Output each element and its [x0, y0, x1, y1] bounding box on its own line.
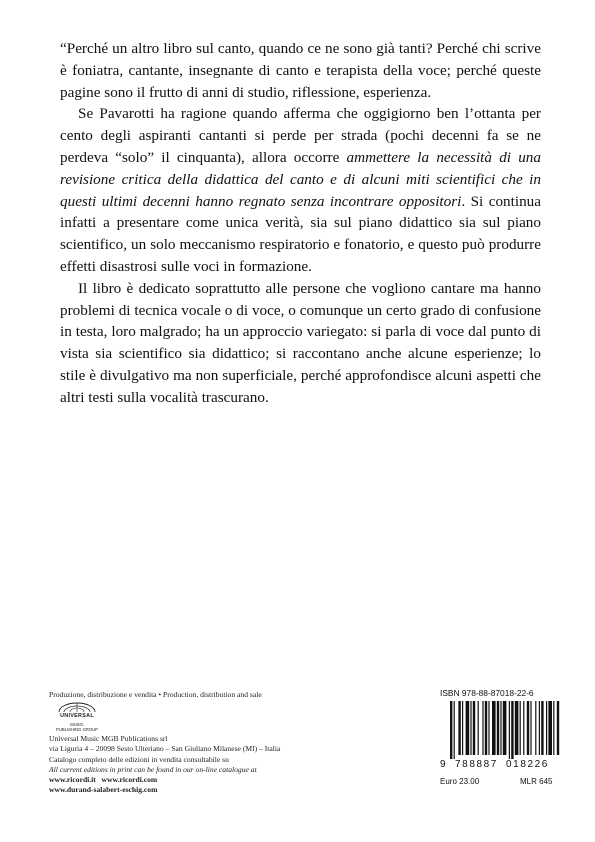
catalogue-note-en: All current editions in print can be found in our on-line catalogue at — [49, 764, 257, 774]
barcode-bar — [527, 701, 529, 755]
catalogue-note-it: Catalogo completo delle edizioni in vendita consultabile su — [49, 754, 229, 764]
website-link-durand[interactable]: www.durand-salabert-eschig.com — [49, 785, 158, 795]
logo-subline-1: MUSIC — [70, 722, 84, 728]
barcode-digit-first: 9 — [440, 759, 446, 770]
barcode-bar — [450, 701, 452, 759]
barcode-bar — [509, 701, 510, 759]
barcode-bar — [500, 701, 501, 755]
barcode-bar — [458, 701, 460, 755]
universal-music-logo — [49, 702, 105, 734]
logo-wordmark: UNIVERSAL — [60, 713, 94, 720]
barcode-bar — [492, 701, 496, 755]
barcode-digits-right: 018226 — [506, 759, 549, 770]
company-address: via Liguria 4 – 20098 Sesto Ulteriano – San Giuliano Milanese (MI) – Italia — [49, 744, 281, 754]
paragraph-3: Il libro è dedicato soprattutto alle persone che vogliono cantare ma hanno problemi di tecnica vocale o di voce, o comunque un certo grado di confusione in testa, loro malgrado; ha un approccio variegato: si parla di voce dal punto di vista sia scientifico sia didattico; si raccontano anche alcune esperienze; lo stile è divulgativo ma non superficiale, perché approfondisce alcuni aspetti che altri testi sulla vocalità trascurano. — [60, 279, 541, 406]
barcode-bar — [485, 701, 487, 755]
barcode-bar — [539, 701, 540, 755]
paragraph-2-italic: ammettere la necessità di una revisione critica della didattica del canto e di alcuni miti scientifici che in questi ultimi decenni hanno regnato senza incontrare oppositori — [60, 148, 541, 210]
barcode-bar — [488, 701, 489, 755]
barcode-bar — [473, 701, 475, 755]
catalogue-code: MLR 645 — [520, 777, 553, 786]
barcode-bar — [478, 701, 479, 755]
barcode-bar — [541, 701, 543, 755]
paragraph-2 — [60, 103, 541, 277]
publisher-info — [49, 690, 379, 795]
isbn-label: ISBN 978-88-87018-22-6 — [440, 688, 534, 698]
website-link-ricordi-it[interactable]: www.ricordi.it — [49, 775, 96, 785]
barcode-bar — [520, 701, 521, 755]
paragraph-2-text-b: . Si continua infatti a presentare come unica verità, sia sul piano didattico sia sul piano scientifico, un solo meccanismo respiratorio e fonatorio, e questo può produrre effetti disastrosi sulle voci in formazione. — [60, 192, 541, 275]
barcode-bar — [470, 701, 471, 755]
website-links — [49, 775, 379, 785]
barcode-bar — [515, 701, 519, 755]
barcode-bar — [535, 701, 536, 755]
distribution-line: Produzione, distribuzione e vendita • Production, distribution and sale — [49, 690, 262, 699]
barcode-digits-left: 788887 — [455, 759, 498, 770]
barcode-bar — [482, 701, 483, 755]
logo-subline-2: PUBLISHING GROUP — [56, 727, 98, 733]
barcode-bar — [523, 701, 524, 755]
barcode-bar — [553, 701, 554, 755]
barcode-block — [440, 688, 562, 789]
barcode-bar — [462, 701, 463, 755]
barcode-bars — [440, 701, 562, 759]
barcode-bar — [546, 701, 547, 755]
barcode-bar — [548, 701, 552, 755]
website-link-ricordi-com[interactable]: www.ricordi.com — [101, 775, 158, 785]
paragraph-2-text-a: Se Pavarotti ha ragione quando afferma che oggigiorno ben l’ottanta per cento degli aspiranti cantanti si perde per strada (pochi decenni fa se ne perdeva “solo” il cinquanta), allora occorre — [60, 105, 541, 166]
paragraph-1: “Perché un altro libro sul canto, quando ce ne sono già tanti? Perché chi scrive è foniatra, cantante, insegnante di canto e terapista della voce; perché queste pagine sono il frutto di anni di studio, riflessione, esperienza. — [60, 40, 541, 101]
back-cover-text — [60, 38, 541, 409]
price-label: Euro 23.00 — [440, 777, 480, 786]
barcode-bar — [511, 701, 513, 759]
barcode-bar — [530, 701, 531, 755]
barcode-bar — [454, 701, 455, 759]
price-row — [440, 777, 562, 789]
barcode-bar — [497, 701, 499, 755]
barcode-bar — [503, 701, 507, 755]
barcode-bar — [466, 701, 470, 755]
company-name: Universal Music MGB Publications srl — [49, 734, 168, 744]
barcode-bar — [557, 701, 559, 755]
barcode-digits — [440, 759, 562, 771]
